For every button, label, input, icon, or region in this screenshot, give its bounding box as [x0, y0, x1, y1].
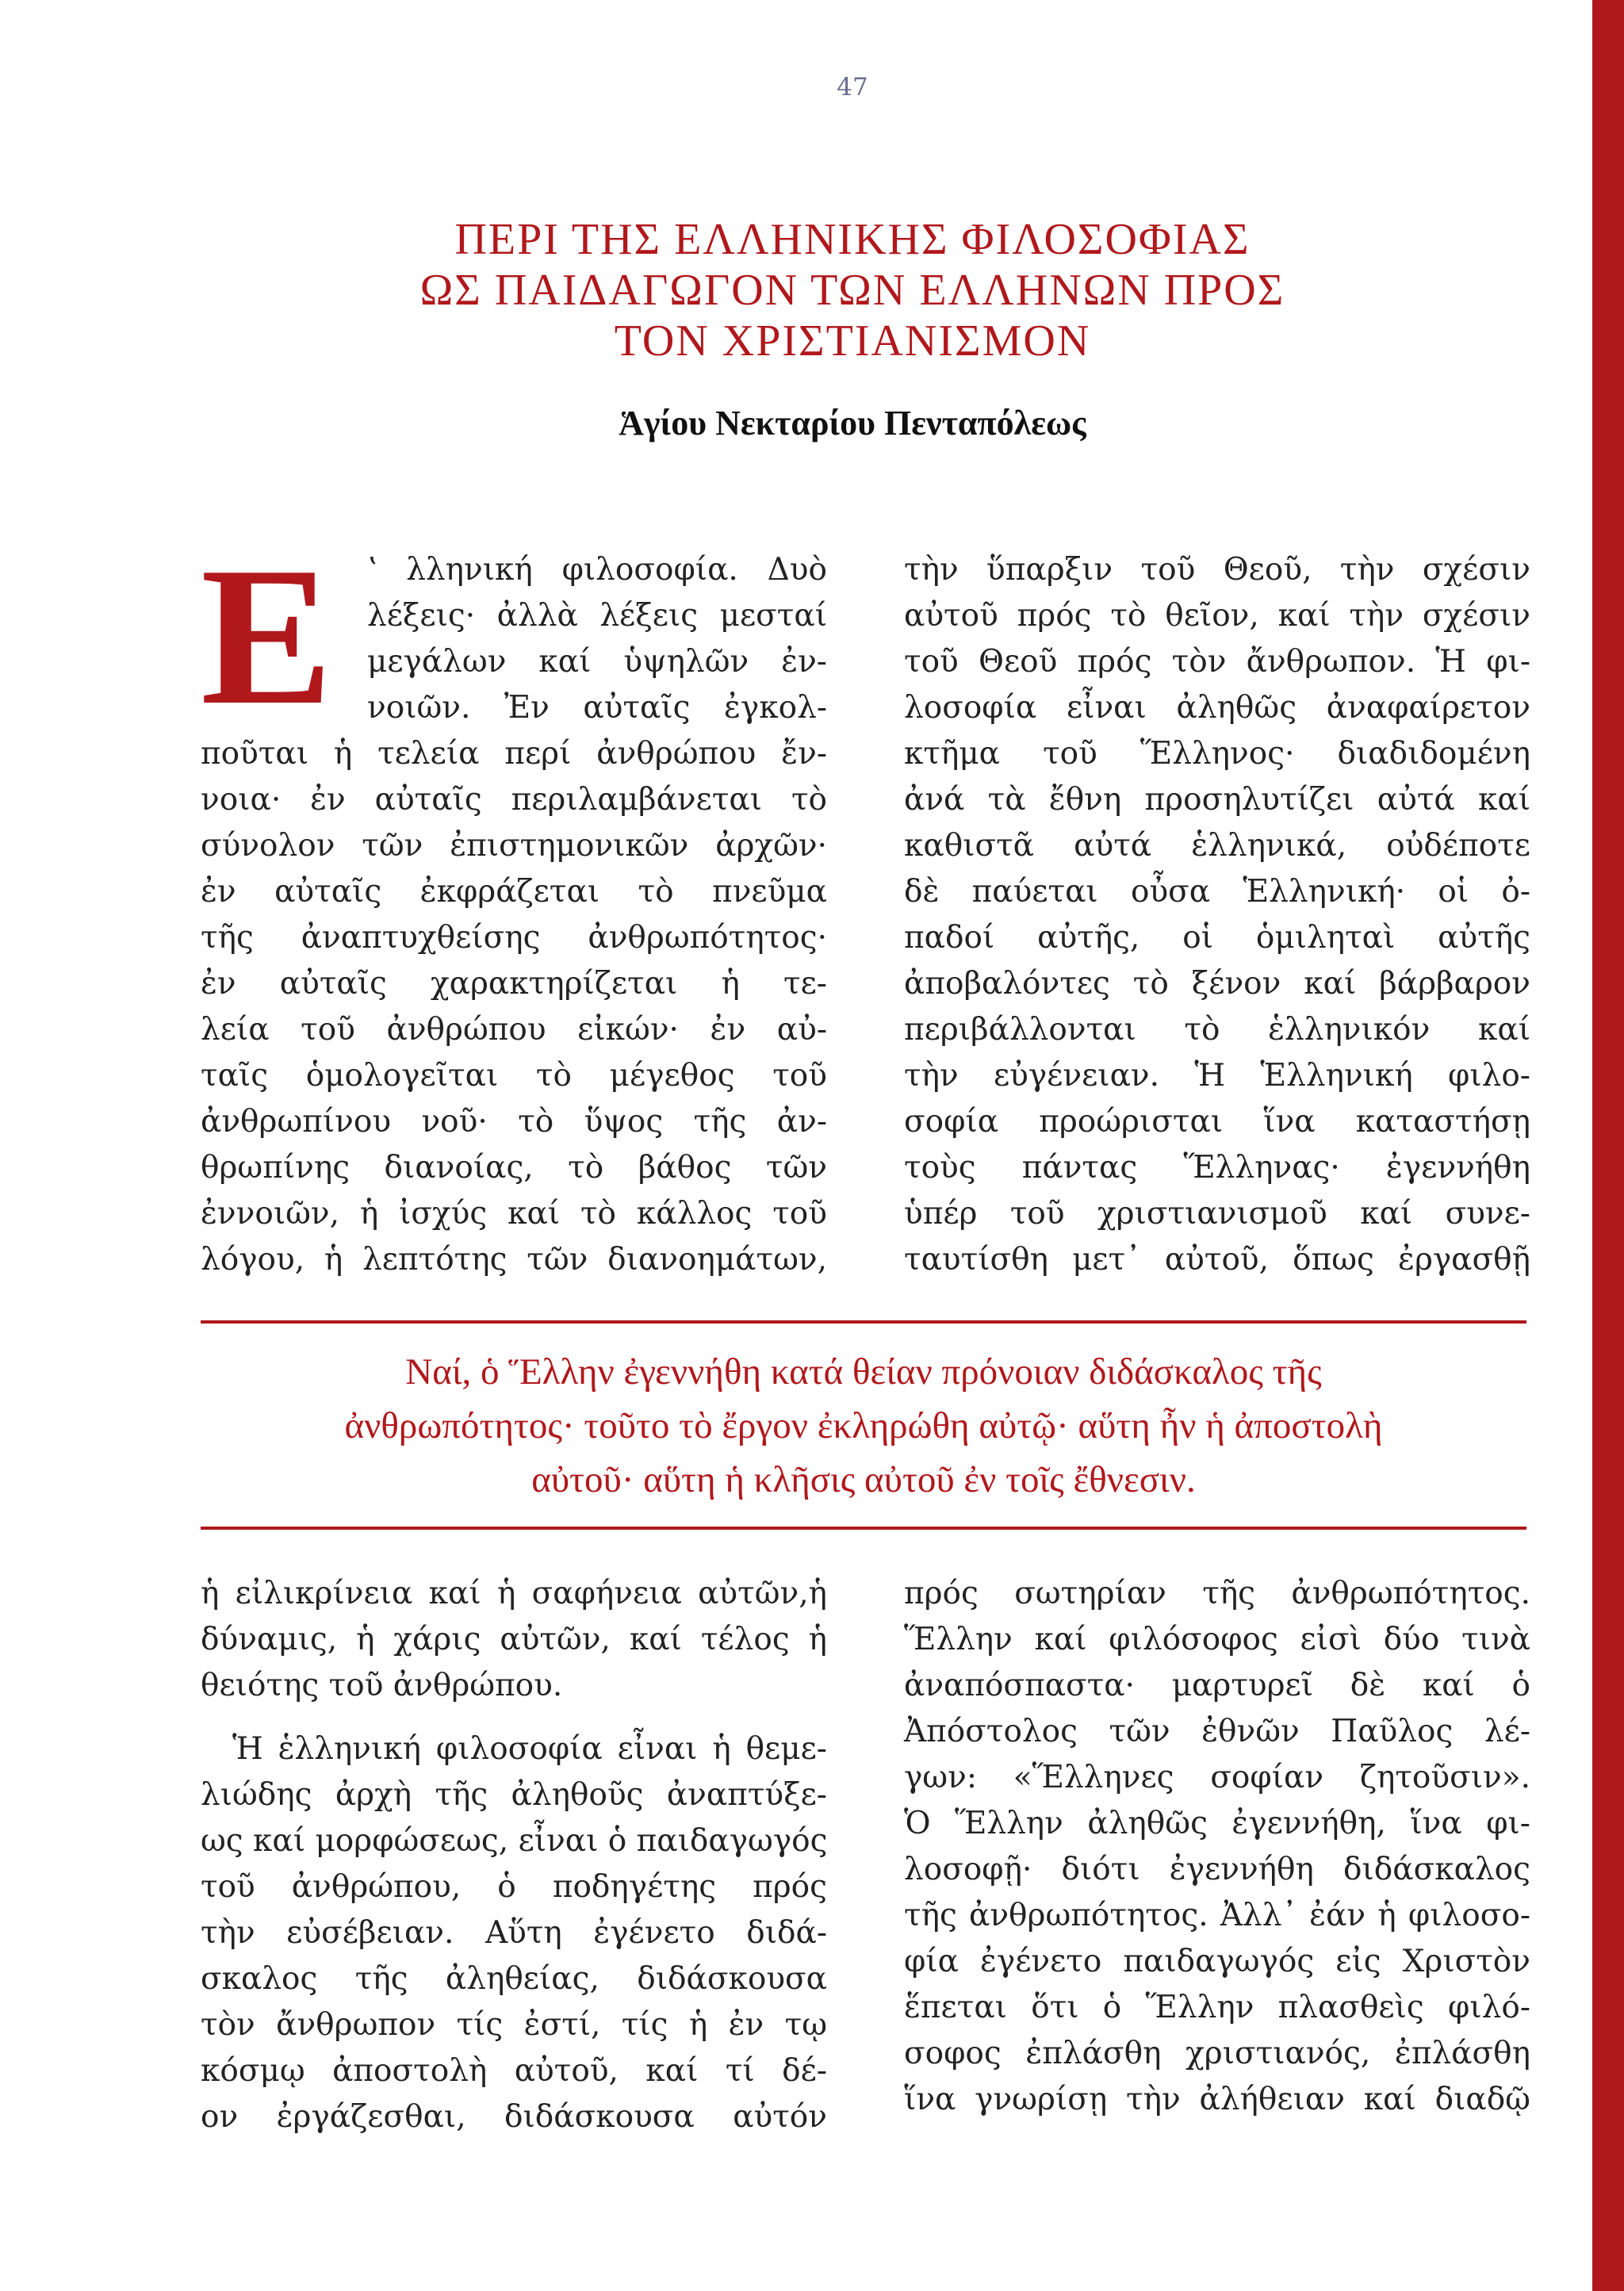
text-line: σοφος ἐπλάσθη χριστιανός, ἐπλάσθη	[904, 2036, 1530, 2071]
author-byline: Ἁγίου Νεκταρίου Πενταπόλεως	[619, 404, 1086, 442]
text-line: αὐτοῦ πρός τὸ θεῖον, καί τὴν σχέσιν	[904, 598, 1530, 634]
text-line: λέξεις· ἀλλὰ λέξεις μεσταί	[367, 598, 827, 634]
text-line: λιώδης ἀρχὴ τῆς ἀληθοῦς ἀναπτύξε-	[201, 1777, 827, 1813]
article-title	[317, 214, 1388, 366]
text-line: ταυτίσθη μετ᾽ αὐτοῦ, ὅπως ἐργασθῇ	[904, 1242, 1530, 1278]
text-line: τῆς ἀναπτυχθείσης ἀνθρωπότητος·	[201, 920, 827, 956]
text-line: ὑπέρ τοῦ χριστιανισμοῦ καί συνε-	[904, 1196, 1530, 1232]
text-line: Ἀπόστολος τῶν ἐθνῶν Παῦλος λέ-	[904, 1714, 1530, 1749]
text-line: ον ἐργάζεσθαι, διδάσκουσα αὐτόν	[201, 2099, 827, 2135]
text-line: τὸν ἄνθρωπον τίς ἐστί, τίς ἡ ἐν τῳ	[201, 2007, 827, 2043]
text-line: λοσοφῇ· διότι ἐγεννήθη διδάσκαλος	[904, 1852, 1530, 1887]
text-line: γων: «Ἕλληνες σοφίαν ζητοῦσιν».	[904, 1760, 1530, 1795]
title-line: ΩΣ ΠΑΙΔΑΓΩΓΟΝ ΤΩΝ ΕΛΛΗΝΩΝ ΠΡΟΣ	[419, 266, 1285, 315]
text-line: θρωπίνης διανοίας, τὸ βάθος τῶν	[201, 1150, 827, 1186]
text-line: ἡ εἰλικρίνεια καί ἡ σαφήνεια αὐτῶν,ἡ	[201, 1576, 827, 1611]
text-line: ἀνθρωπίνου νοῦ· τὸ ὕψος τῆς ἀν-	[201, 1104, 827, 1140]
text-line: ποῦται ἡ τελεία περί ἀνθρώπου ἔν-	[201, 736, 827, 772]
text-line: τοὺς πάντας Ἕλληνας· ἐγεννήθη	[904, 1150, 1530, 1186]
text-line: πρός σωτηρίαν τῆς ἀνθρωπότητος.	[904, 1576, 1530, 1611]
text-line: σκαλος τῆς ἀληθείας, διδάσκουσα	[201, 1961, 827, 1997]
page-edge-red-bar	[1592, 0, 1624, 2291]
text-line: νοιῶν. Ἐν αὐταῖς ἐγκολ-	[367, 690, 827, 726]
text-line: ἐννοιῶν, ἡ ἰσχύς καί τὸ κάλλος τοῦ	[201, 1196, 827, 1232]
text-line: μεγάλων καί ὑψηλῶν ἐν-	[367, 644, 827, 680]
text-line: ως καί μορφώσεως, εἶναι ὁ παιδαγωγός	[201, 1823, 828, 1859]
text-line: κτῆμα τοῦ Ἕλληνος· διαδιδομένη	[904, 736, 1530, 772]
text-line: λόγου, ἡ λεπτότης τῶν διανοημάτων,	[201, 1242, 827, 1278]
pull-quote-top-rule	[201, 1320, 1526, 1324]
page-number: 47	[837, 73, 868, 102]
text-line: ἐν αὐταῖς ἐκφράζεται τὸ πνεῦμα	[201, 874, 827, 910]
text-line: τῆς ἀνθρωπότητος. Ἀλλ᾽ ἐάν ἡ φιλοσο-	[904, 1898, 1530, 1933]
text-line: ἀναπόσπαστα· μαρτυρεῖ δὲ καί ὁ	[904, 1668, 1530, 1703]
text-line: τοῦ Θεοῦ πρός τὸν ἄνθρωπον. Ἡ φι-	[904, 644, 1530, 680]
text-line: Ἡ ἑλληνική φιλοσοφία εἶναι ἡ θεμε-	[232, 1731, 827, 1767]
pull-quote	[201, 1345, 1526, 1507]
text-line: φία ἐγένετο παιδαγωγός εἰς Χριστὸν	[904, 1944, 1530, 1979]
text-line: τὴν εὐσέβειαν. Αὕτη ἐγένετο διδά-	[201, 1915, 827, 1951]
pull-quote-line: ἀνθρωπότητος· τοῦτο τὸ ἔργον ἐκληρώθη αὐτῷ· αὕτη ἦν ἡ ἀποστολὴ	[344, 1405, 1383, 1446]
text-line: νοια· ἐν αὐταῖς περιλαμβάνεται τὸ	[201, 782, 827, 818]
text-line: ἀνά τὰ ἔθνη προσηλυτίζει αὐτά καί	[904, 782, 1530, 818]
column-bottom-right	[904, 1571, 1530, 2123]
text-line: δύναμις, ἡ χάρις αὐτῶν, καί τέλος ἡ	[201, 1622, 827, 1657]
text-line: τὴν ὕπαρξιν τοῦ Θεοῦ, τὴν σχέσιν	[904, 552, 1530, 588]
text-line: Ἕλλην καί φιλόσοφος εἰσὶ δύο τινὰ	[904, 1622, 1530, 1657]
drop-cap-letter: Ε	[201, 527, 333, 746]
text-line: τὴν εὐγένειαν. Ἡ Ἑλληνική φιλο-	[904, 1058, 1530, 1094]
text-line: ἕπεται ὅτι ὁ Ἕλλην πλασθεὶς φιλό-	[904, 1990, 1530, 2025]
title-line: ΠΕΡΙ ΤΗΣ ΕΛΛΗΝΙΚΗΣ ΦΙΛΟΣΟΦΙΑΣ	[454, 215, 1251, 264]
text-line: περιβάλλονται τὸ ἑλληνικόν καί	[904, 1012, 1530, 1048]
text-line: ἵνα γνωρίσῃ τὴν ἀλήθειαν καί διαδῷ	[904, 2082, 1530, 2117]
text-line: ʽ λληνική φιλοσοφία. Δυὸ	[367, 552, 827, 588]
text-line: ἐν αὐταῖς χαρακτηρίζεται ἡ τε-	[201, 966, 827, 1002]
text-line: λεία τοῦ ἀνθρώπου εἰκών· ἐν αὐ-	[201, 1012, 827, 1048]
text-line: ταῖς ὁμολογεῖται τὸ μέγεθος τοῦ	[201, 1058, 827, 1094]
pull-quote-line: αὐτοῦ· αὕτη ἡ κλῆσις αὐτοῦ ἐν τοῖς ἔθνεσιν.	[531, 1459, 1196, 1500]
title-line: ΤΟΝ ΧΡΙΣΤΙΑΝΙΣΜΟΝ	[614, 316, 1091, 366]
text-line: σύνολον τῶν ἐπιστημονικῶν ἀρχῶν·	[201, 828, 827, 864]
column-bottom-left	[201, 1571, 827, 2140]
pull-quote-line: Ναί, ὁ Ἕλλην ἐγεννήθη κατά θείαν πρόνοιαν διδάσκαλος τῆς	[405, 1351, 1322, 1393]
text-line: Ὁ Ἕλλην ἀληθῶς ἐγεννήθη, ἵνα φι-	[904, 1806, 1530, 1841]
text-line: ἀποβαλόντες τὸ ξένον καί βάρβαρον	[904, 966, 1530, 1002]
text-line: παδοί αὐτῆς, οἱ ὁμιληταὶ αὐτῆς	[904, 920, 1530, 956]
text-line: κόσμῳ ἀποστολὴ αὐτοῦ, καί τί δέ-	[201, 2053, 827, 2089]
pull-quote-bottom-rule	[201, 1527, 1526, 1530]
text-line: τοῦ ἀνθρώπου, ὁ ποδηγέτης πρός	[201, 1869, 827, 1905]
text-line: λοσοφία εἶναι ἀληθῶς ἀναφαίρετον	[904, 690, 1530, 726]
text-line: θειότης τοῦ ἀνθρώπου.	[201, 1668, 563, 1703]
column-top-left	[201, 527, 827, 1283]
column-top-right	[904, 547, 1530, 1283]
text-line: καθιστᾶ αὐτά ἑλληνικά, οὐδέποτε	[904, 828, 1530, 864]
text-line: σοφία προώρισται ἵνα καταστήσῃ	[904, 1104, 1530, 1140]
text-line: δὲ παύεται οὖσα Ἑλληνική· οἱ ὀ-	[904, 874, 1530, 910]
